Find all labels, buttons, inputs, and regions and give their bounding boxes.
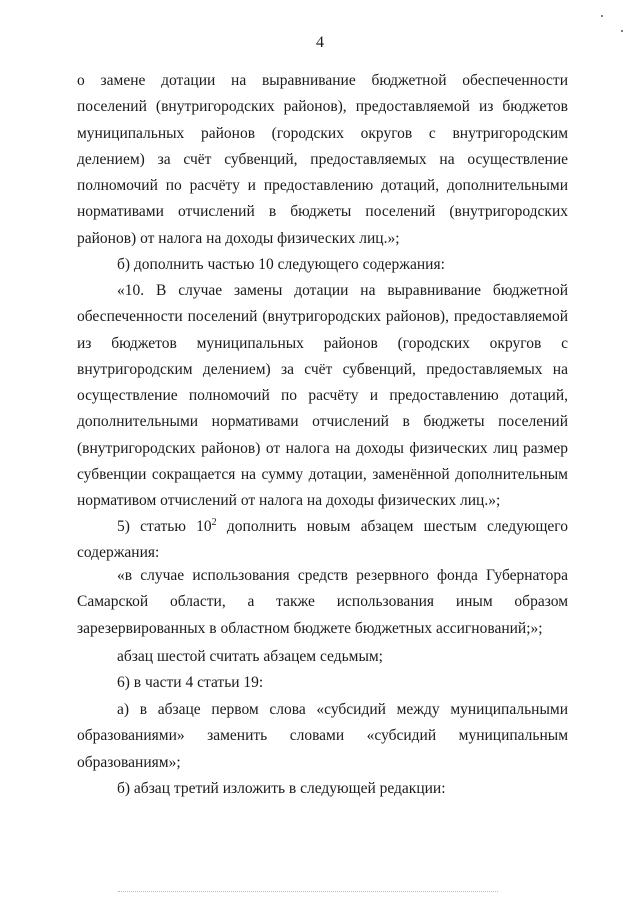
paragraph-item-b: б) дополнить частью 10 следующего содержания: — [117, 256, 445, 273]
paragraph-item-5 — [77, 514, 568, 567]
paragraph-reserve-fund: «в случае использования средств резервного фонда Губернатора Самарской области, а также использования иным образом зарезервированных в областном бюджете бюджетных ассигнований;»; — [77, 567, 568, 637]
item-5-text-end: дополнить новым абзацем шестым следующего содержания: — [77, 518, 568, 562]
paragraph-item-6: 6) в части 4 статьи 19: — [117, 674, 264, 691]
scan-speck — [601, 15, 603, 17]
paragraph-item-a: а) в абзаце первом слова «субсидий между муниципальными образованиями» заменить словами «субсидий муниципальным образованиям»; — [77, 701, 568, 771]
paragraph-continuation: о замене дотации на выравнивание бюджетной обеспеченности поселений (внутригородских районов), предоставляемой из бюджетов муниципальных районов (городских округов с внутригородским делением) за счёт субвенций, предоставляемых на осуществление полномочий по расчёту и предоставлению дотаций, дополнительными нормативами отчислений в бюджеты поселений (внутригородских районов) от налога на доходы физических лиц.»; — [77, 72, 568, 247]
scan-edge-marks — [118, 891, 498, 893]
paragraph-part-10: «10. В случае замены дотации на выравнивание бюджетной обеспеченности поселений (внутригородских районов), предоставляемой из бюджетов муниципальных районов (городских округов с внутригородским делением) за счёт субвенций, предоставляемых на осуществление полномочий по расчёту и предоставлению дотаций, дополнительными нормативами отчислений в бюджеты поселений (внутригородских районов) от налога на доходы физических лиц размер субвенции сокращается на сумму дотации, заменённой дополнительным нормативом отчислений от налога на доходы физических лиц.»; — [77, 282, 568, 510]
page-number: 4 — [316, 34, 324, 51]
item-5-text-start: 5) статью 10 — [117, 518, 212, 535]
article-superscript: 2 — [211, 517, 217, 528]
paragraph-item-b-third: б) абзац третий изложить в следующей редакции: — [117, 780, 446, 797]
paragraph-renumber: абзац шестой считать абзацем седьмым; — [117, 648, 383, 665]
scan-speck — [621, 30, 623, 32]
